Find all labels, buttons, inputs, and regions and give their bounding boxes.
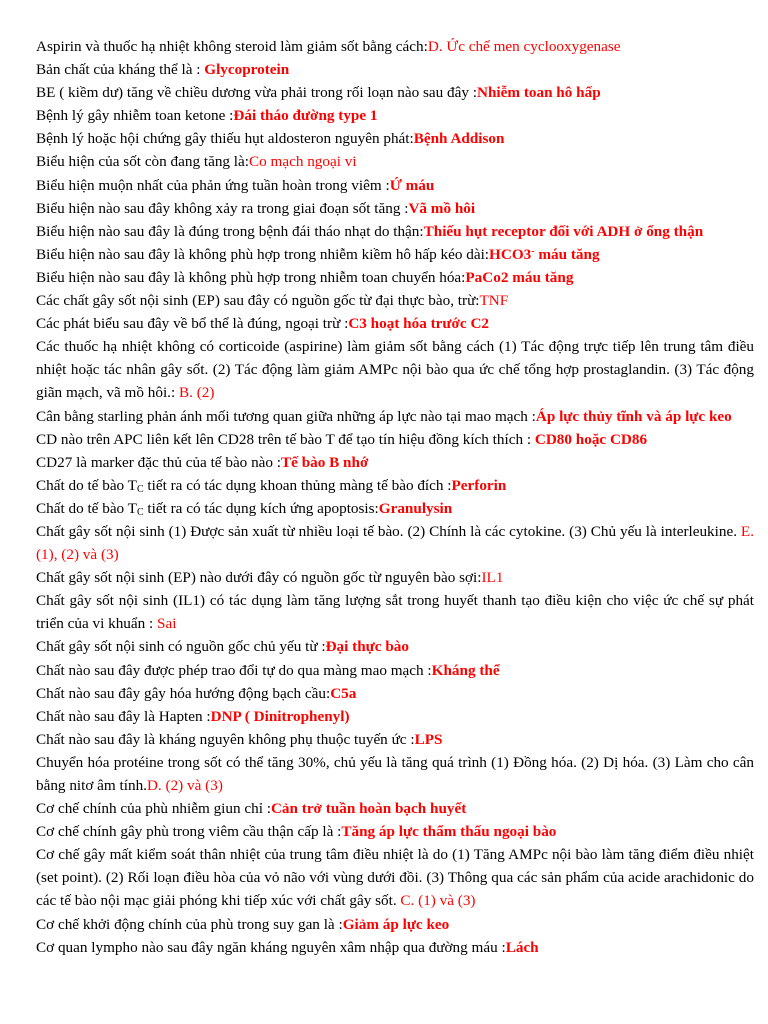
qa-line — [36, 104, 754, 127]
question-text: Chất nào sau đây được phép trao đổi tự do qua màng mao mạch : — [36, 661, 432, 679]
answer-text: HCO3 — [489, 245, 532, 263]
qa-line — [36, 405, 754, 428]
qa-line — [36, 220, 754, 243]
qa-line — [36, 197, 754, 220]
question-text: Biểu hiện của sốt còn đang tăng là: — [36, 153, 249, 171]
qa-line — [36, 797, 754, 820]
question-text: Cơ quan lympho nào sau đây ngăn kháng nguyên xâm nhập qua đường máu : — [36, 938, 506, 956]
qa-line — [36, 428, 754, 451]
question-text: Bệnh lý hoặc hội chứng gây thiếu hụt aldosteron nguyên phát: — [36, 130, 414, 148]
question-text: Biểu hiện nào sau đây là đúng trong bệnh đái tháo nhạt do thận: — [36, 222, 424, 240]
question-text: Biểu hiện nào sau đây không xảy ra trong giai đoạn sốt tăng : — [36, 199, 409, 217]
question-text-continued: tiết ra có tác dụng kích ứng apoptosis: — [143, 499, 379, 517]
qa-line — [36, 820, 754, 843]
question-subscript: C — [136, 483, 144, 495]
question-text: Cơ chế khởi động chính của phù trong suy gan là : — [36, 915, 343, 933]
question-text: CD nào trên APC liên kết lên CD28 trên tế bào T để tạo tín hiệu đồng kích thích : — [36, 430, 535, 448]
question-text: Cân bằng starling phản ánh mối tương quan giữa những áp lực nào tại mao mạch : — [36, 407, 536, 425]
qa-line — [36, 589, 754, 635]
answer-text: Tăng áp lực thẩm thấu ngoại bào — [341, 823, 557, 841]
answer-text: Đại thực bào — [325, 638, 409, 656]
question-text: Chất nào sau đây là kháng nguyên không phụ thuộc tuyến ức : — [36, 730, 415, 748]
qa-line — [36, 659, 754, 682]
answer-text: D. (2) và (3) — [146, 777, 223, 794]
answer-text: Cản trở tuần hoàn bạch huyết — [270, 800, 467, 818]
answer-text: Bệnh Addison — [413, 130, 505, 148]
qa-line — [36, 243, 754, 266]
answer-text-continued: máu tăng — [534, 245, 600, 263]
qa-line — [36, 520, 754, 566]
question-text: Cơ chế chính gây phù trong viêm cầu thận cấp là : — [36, 823, 342, 841]
qa-line — [36, 451, 754, 474]
qa-line — [36, 682, 754, 705]
question-text: Biểu hiện nào sau đây là không phù hợp trong nhiễm kiềm hô hấp kéo dài: — [36, 245, 490, 263]
qa-line — [36, 936, 754, 959]
answer-text: Glycoprotein — [204, 61, 290, 79]
answer-text: Tế bào B nhớ — [281, 453, 369, 471]
question-text: BE ( kiềm dư) tăng về chiều dương vừa phải trong rối loạn nào sau đây : — [36, 84, 477, 102]
answer-text: Ứ máu — [389, 176, 435, 194]
question-text: Cơ chế gây mất kiểm soát thân nhiệt của trung tâm điều nhiệt là do (1) Tăng AMPc nội bào làm tăng điểm điều nhiệt (set point). (2) Rối loạn điều hòa của vỏ não với vùng dưới đồi. (3) Thông qua các sản phẩm của acide arachidonic do các tế bào nội mạc giải phóng khi tiếp xúc với chất gây sốt. — [36, 846, 754, 910]
answer-text: Giảm áp lực keo — [342, 915, 450, 933]
answer-text: DNP ( Dinitrophenyl) — [210, 707, 350, 725]
question-text: Chất nào sau đây gây hóa hướng động bạch cầu: — [36, 684, 331, 702]
qa-line — [36, 474, 754, 497]
question-text: Các chất gây sốt nội sinh (EP) sau đây có nguồn gốc từ đại thực bào, trừ: — [36, 292, 480, 310]
question-text: Chuyển hóa protéine trong sốt có thể tăng 30%, chủ yếu là tăng quá trình (1) Đồng hóa. (2) Dị hóa. (3) Làm cho cân bằng nitơ âm tính. — [36, 753, 754, 794]
qa-line — [36, 150, 754, 173]
answer-text: Đái tháo đường type 1 — [233, 107, 378, 125]
qa-line — [36, 35, 754, 58]
qa-line — [36, 289, 754, 312]
answer-text: Granulysin — [378, 499, 453, 517]
question-text: Bệnh lý gây nhiễm toan ketone : — [36, 107, 234, 125]
answer-text: LPS — [414, 730, 443, 748]
question-text: Biểu hiện muộn nhất của phản ứng tuần hoàn trong viêm : — [36, 176, 390, 194]
answer-text: E. (1), (2) và (3) — [36, 522, 754, 564]
question-text: Chất nào sau đây là Hapten : — [36, 707, 211, 725]
answer-text: Co mạch ngoại vi — [249, 153, 357, 171]
question-text: Chất do tế bào T — [36, 476, 137, 494]
question-text: Cơ chế chính của phù nhiễm giun chỉ : — [36, 800, 271, 818]
qa-line — [36, 335, 754, 404]
question-text: Aspirin và thuốc hạ nhiệt không steroid làm giảm sốt bằng cách: — [36, 38, 428, 55]
answer-text: C. (1) và (3) — [400, 892, 476, 910]
qa-line — [36, 566, 754, 589]
answer-text: PaCo2 máu tăng — [465, 268, 574, 286]
qa-line — [36, 81, 754, 104]
answer-text: Perforin — [451, 476, 507, 494]
answer-text: IL1 — [481, 569, 504, 587]
question-text: Chất gây sốt nội sinh (EP) nào dưới đây có nguồn gốc từ nguyên bào sợi: — [36, 569, 482, 587]
answer-text: Kháng thể — [431, 661, 500, 679]
answer-text: CD80 hoặc CD86 — [534, 430, 648, 448]
question-text: CD27 là marker đặc thủ của tế bào nào : — [36, 453, 282, 471]
answer-superscript: - — [531, 245, 535, 257]
qa-line — [36, 913, 754, 936]
answer-text: B. (2) — [178, 384, 215, 402]
answer-text: Lách — [505, 938, 539, 956]
question-text: Các thuốc hạ nhiệt không có corticoide (aspirine) làm giảm sốt bằng cách (1) Tác động trực tiếp lên trung tâm điều nhiệt hoặc tác nhân gây sốt. (2) Tác động làm giảm AMPc nội bào qua ức chế tổng hợp prostaglandin. (3) Tác động giãn mạch, vã mồ hôi.: — [36, 338, 754, 402]
question-text: Chất gây sốt nội sinh (IL1) có tác dụng làm tăng lượng sắt trong huyết thanh tạo điều kiện cho việc ức chế sự phát triển của vi khuẩn : — [36, 592, 754, 633]
answer-text: Áp lực thủy tĩnh và áp lực keo — [535, 407, 732, 425]
qa-line — [36, 497, 754, 520]
answer-text: Sai — [157, 615, 177, 633]
qa-line — [36, 843, 754, 912]
answer-text: Vã mồ hôi — [408, 199, 476, 217]
qa-line — [36, 635, 754, 658]
question-subscript: C — [136, 506, 144, 518]
qa-line — [36, 58, 754, 81]
qa-line — [36, 705, 754, 728]
question-text: Các phát biểu sau đây về bổ thể là đúng, ngoại trừ : — [36, 315, 349, 333]
answer-text: Nhiễm toan hô hấp — [477, 84, 601, 102]
answer-text: C5a — [330, 684, 357, 702]
qa-line — [36, 312, 754, 335]
document-page — [36, 35, 754, 959]
question-text: Bản chất của kháng thể là : — [36, 61, 205, 79]
qa-line — [36, 266, 754, 289]
answer-text: Thiếu hụt receptor đối với ADH ở ống thận — [423, 222, 704, 240]
qa-line — [36, 174, 754, 197]
answer-text: D. Ức chế men cyclooxygenase — [427, 38, 621, 55]
answer-text: C3 hoạt hóa trước C2 — [348, 315, 490, 333]
answer-text: TNF — [479, 292, 509, 310]
question-text: Chất gây sốt nội sinh (1) Được sản xuất từ nhiều loại tế bào. (2) Chính là các cytokine. (3) Chủ yếu là interleukine. — [36, 522, 741, 540]
question-text: Chất do tế bào T — [36, 499, 137, 517]
question-text-continued: tiết ra có tác dụng khoan thủng màng tế bào đích : — [143, 476, 452, 494]
qa-line — [36, 728, 754, 751]
question-text: Biểu hiện nào sau đây là không phù hợp trong nhiễm toan chuyển hóa: — [36, 268, 466, 286]
qa-line — [36, 127, 754, 150]
qa-line — [36, 751, 754, 797]
question-text: Chất gây sốt nội sinh có nguồn gốc chủ yếu từ : — [36, 638, 326, 656]
